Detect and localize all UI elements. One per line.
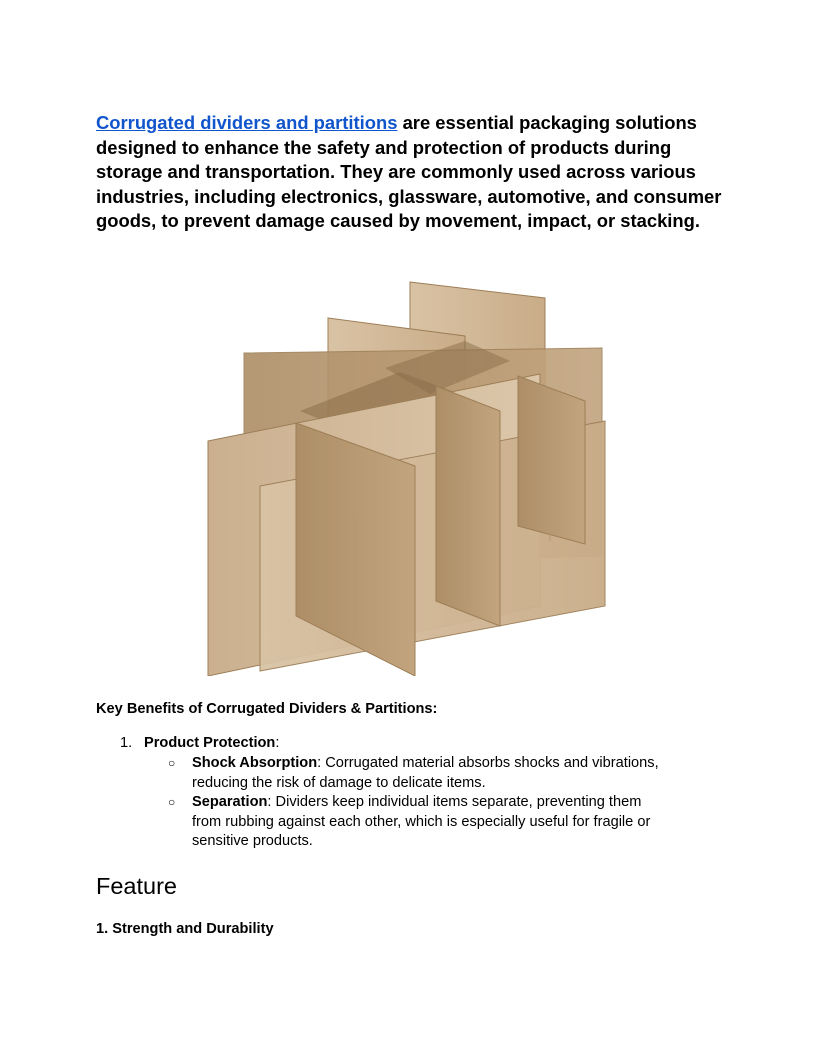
list-item: [96, 734, 696, 754]
corrugated-divider-image: [200, 276, 630, 676]
bullet-icon: ○: [168, 795, 176, 809]
list-item-suffix: :: [275, 735, 280, 751]
bullet-icon: ○: [168, 756, 176, 770]
feature-heading: Feature: [96, 873, 177, 899]
key-benefits-heading: Key Benefits of Corrugated Dividers & Partitions:: [96, 701, 438, 717]
list-item-number: 1.: [120, 735, 133, 751]
sub-item-title: Separation: [192, 794, 268, 810]
corrugated-dividers-link[interactable]: Corrugated dividers and partitions: [96, 112, 398, 133]
intro-paragraph: [96, 111, 726, 234]
sub-item-text: : Dividers keep individual items separate, preventing them from rubbing against each other, which is especially useful for fragile or sensitive products.: [192, 794, 651, 849]
sub-list-item: [168, 754, 672, 793]
strength-durability-heading: 1. Strength and Durability: [96, 921, 274, 937]
sub-item-text: : Corrugated material absorbs shocks and vibrations, reducing the risk of damage to delicate items.: [192, 755, 659, 791]
list-item-title: Product Protection: [144, 735, 276, 751]
sub-item-title: Shock Absorption: [192, 755, 318, 771]
intro-text: are essential packaging solutions designed to enhance the safety and protection of products during storage and transportation. They are commonly used across various industries, including electronics, glassware, automotive, and consumer goods, to prevent damage caused by movement, impact, or stacking.: [96, 112, 722, 232]
sub-list-item: [168, 793, 672, 852]
